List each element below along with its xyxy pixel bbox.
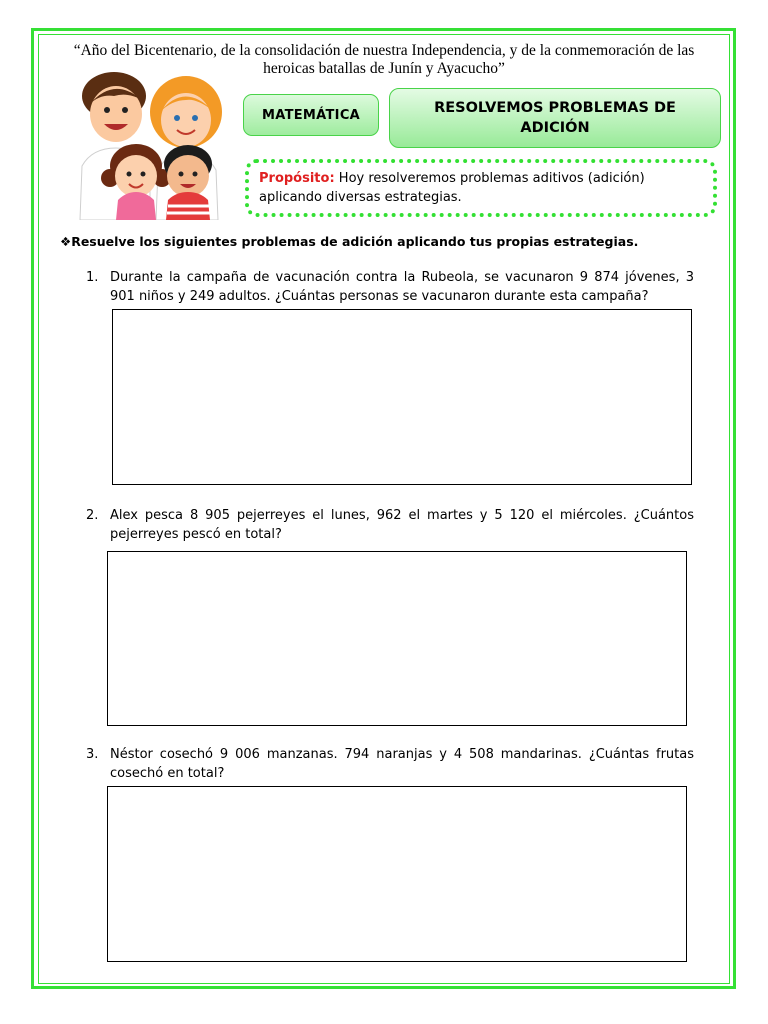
family-illustration (76, 70, 228, 220)
purpose-label: Propósito: (259, 171, 335, 186)
purpose-box (245, 159, 717, 217)
answer-box-2[interactable] (107, 551, 687, 726)
page-title: RESOLVEMOS PROBLEMAS DE ADICIÓN (389, 88, 721, 148)
subject-label: MATEMÁTICA (243, 94, 379, 136)
problem-text: Durante la campaña de vacunación contra la Rubeola, se vacunaron 9 874 jóvenes, 3 901 niños y 249 adultos. ¿Cuántas personas se vacunaron durante esta campaña? (110, 270, 694, 304)
problem-number: 1. (86, 270, 99, 285)
problem-text: Alex pesca 8 905 pejerreyes el lunes, 962 el martes y 5 120 el miércoles. ¿Cuántos pejerreyes pescó en total? (110, 508, 694, 542)
year-motto: “Año del Bicentenario, de la consolidación de nuestra Independencia, y de la conmemoración de las heroicas batallas de Junín y Ayacucho” (73, 42, 695, 77)
problem-number: 3. (86, 747, 99, 762)
purpose-text: Hoy resolveremos problemas aditivos (adición) aplicando diversas estrategias. (259, 171, 645, 205)
problem-2 (86, 506, 694, 544)
answer-box-3[interactable] (107, 786, 687, 962)
problem-text: Néstor cosechó 9 006 manzanas. 794 naranjas y 4 508 mandarinas. ¿Cuántas frutas cosechó en total? (110, 747, 694, 781)
problem-1 (86, 268, 694, 306)
problem-number: 2. (86, 508, 99, 523)
instruction-text: ❖Resuelve los siguientes problemas de adición aplicando tus propias estrategias. (60, 234, 639, 249)
problem-3 (86, 745, 694, 783)
answer-box-1[interactable] (112, 309, 692, 485)
